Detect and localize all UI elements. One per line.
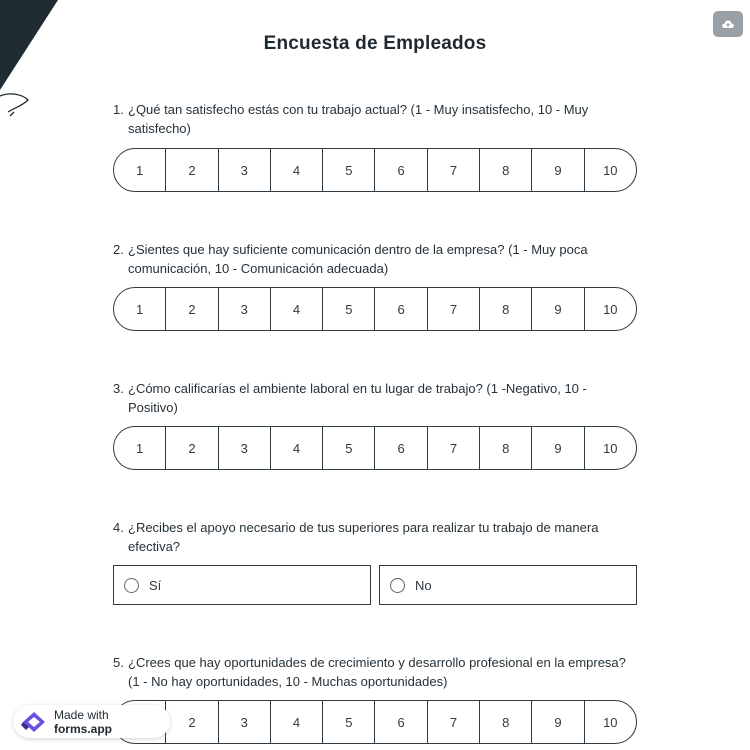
rating-option[interactable]: 3 — [219, 701, 271, 743]
rating-option[interactable]: 2 — [166, 427, 218, 469]
rating-option[interactable]: 9 — [532, 427, 584, 469]
rating-option[interactable]: 1 — [114, 288, 166, 330]
rating-option[interactable]: 7 — [428, 427, 480, 469]
question-number: 4. — [113, 520, 124, 535]
choice-option-no[interactable] — [379, 565, 637, 605]
question-text: ¿Crees que hay oportunidades de crecimiento y desarrollo profesional en la empresa? (1 - No hay oportunidades, 10 - Muchas oportunidades) — [128, 655, 626, 689]
choice-label: No — [415, 577, 432, 593]
rating-option[interactable]: 7 — [428, 701, 480, 743]
rating-option[interactable]: 8 — [480, 149, 532, 191]
cloud-upload-icon — [721, 18, 735, 30]
rating-option[interactable]: 3 — [219, 288, 271, 330]
radio-button[interactable] — [390, 578, 405, 593]
choice-option-si[interactable] — [113, 565, 371, 605]
rating-option[interactable]: 10 — [603, 714, 618, 730]
question-number: 5. — [113, 655, 124, 670]
rating-option[interactable]: 9 — [532, 288, 584, 330]
rating-option[interactable]: 8 — [480, 288, 532, 330]
forms-app-logo-icon — [21, 711, 47, 733]
badge-brand: forms.app — [53, 721, 112, 736]
rating-option[interactable]: 4 — [271, 427, 323, 469]
rating-option[interactable]: 6 — [375, 427, 427, 469]
question-4 — [113, 518, 638, 556]
question-text: ¿Cómo calificarías el ambiente laboral en tu lugar de trabajo? (1 -Negativo, 10 - Positivo) — [128, 381, 587, 415]
rating-option[interactable]: 1 — [114, 149, 166, 191]
rating-option[interactable]: 6 — [375, 701, 427, 743]
rating-option[interactable]: 1 — [114, 427, 166, 469]
rating-option[interactable]: 8 — [480, 701, 532, 743]
rating-option[interactable]: 9 — [532, 701, 584, 743]
rating-option[interactable]: 2 — [166, 288, 218, 330]
rating-scale-q3 — [113, 426, 637, 470]
rating-option[interactable]: 6 — [375, 288, 427, 330]
rating-scale-q1 — [113, 148, 637, 192]
choice-label: Sí — [149, 577, 162, 593]
question-number: 1. — [113, 102, 124, 117]
radio-button[interactable] — [124, 578, 139, 593]
rating-option[interactable]: 4 — [271, 288, 323, 330]
rating-option[interactable]: 10 — [603, 440, 618, 456]
question-text: ¿Sientes que hay suficiente comunicación dentro de la empresa? (1 - Muy poca comunicación, 10 - Comunicación adecuada) — [128, 242, 588, 276]
corner-decoration — [0, 0, 60, 130]
question-number: 3. — [113, 381, 124, 396]
page-title: Encuesta de Empleados — [263, 33, 487, 54]
badge-prefix: Made with — [53, 707, 109, 722]
question-text: ¿Recibes el apoyo necesario de tus superiores para realizar tu trabajo de manera efectiva? — [128, 520, 599, 554]
rating-scale-q2 — [113, 287, 637, 331]
question-5 — [113, 653, 638, 691]
question-2 — [113, 240, 638, 278]
rating-scale-q5 — [113, 700, 637, 744]
rating-option[interactable]: 10 — [603, 301, 618, 317]
rating-option[interactable]: 10 — [603, 162, 618, 178]
question-number: 2. — [113, 242, 124, 257]
rating-option[interactable]: 3 — [219, 427, 271, 469]
badge-label — [54, 708, 170, 736]
rating-option[interactable]: 4 — [271, 701, 323, 743]
rating-option[interactable]: 3 — [219, 149, 271, 191]
rating-option[interactable]: 5 — [323, 701, 375, 743]
rating-option[interactable]: 7 — [428, 288, 480, 330]
question-1 — [113, 100, 638, 138]
rating-option[interactable]: 7 — [428, 149, 480, 191]
question-3 — [113, 379, 638, 417]
rating-option[interactable]: 2 — [166, 701, 218, 743]
rating-option[interactable]: 5 — [323, 288, 375, 330]
rating-option[interactable]: 2 — [166, 149, 218, 191]
made-with-badge[interactable] — [13, 705, 170, 738]
rating-option[interactable]: 5 — [323, 427, 375, 469]
rating-option[interactable]: 4 — [271, 149, 323, 191]
rating-option[interactable]: 8 — [480, 427, 532, 469]
rating-option[interactable]: 5 — [323, 149, 375, 191]
rating-option[interactable]: 6 — [375, 149, 427, 191]
question-text: ¿Qué tan satisfecho estás con tu trabajo actual? (1 - Muy insatisfecho, 10 - Muy satisfecho) — [128, 102, 589, 136]
rating-option[interactable]: 9 — [532, 149, 584, 191]
